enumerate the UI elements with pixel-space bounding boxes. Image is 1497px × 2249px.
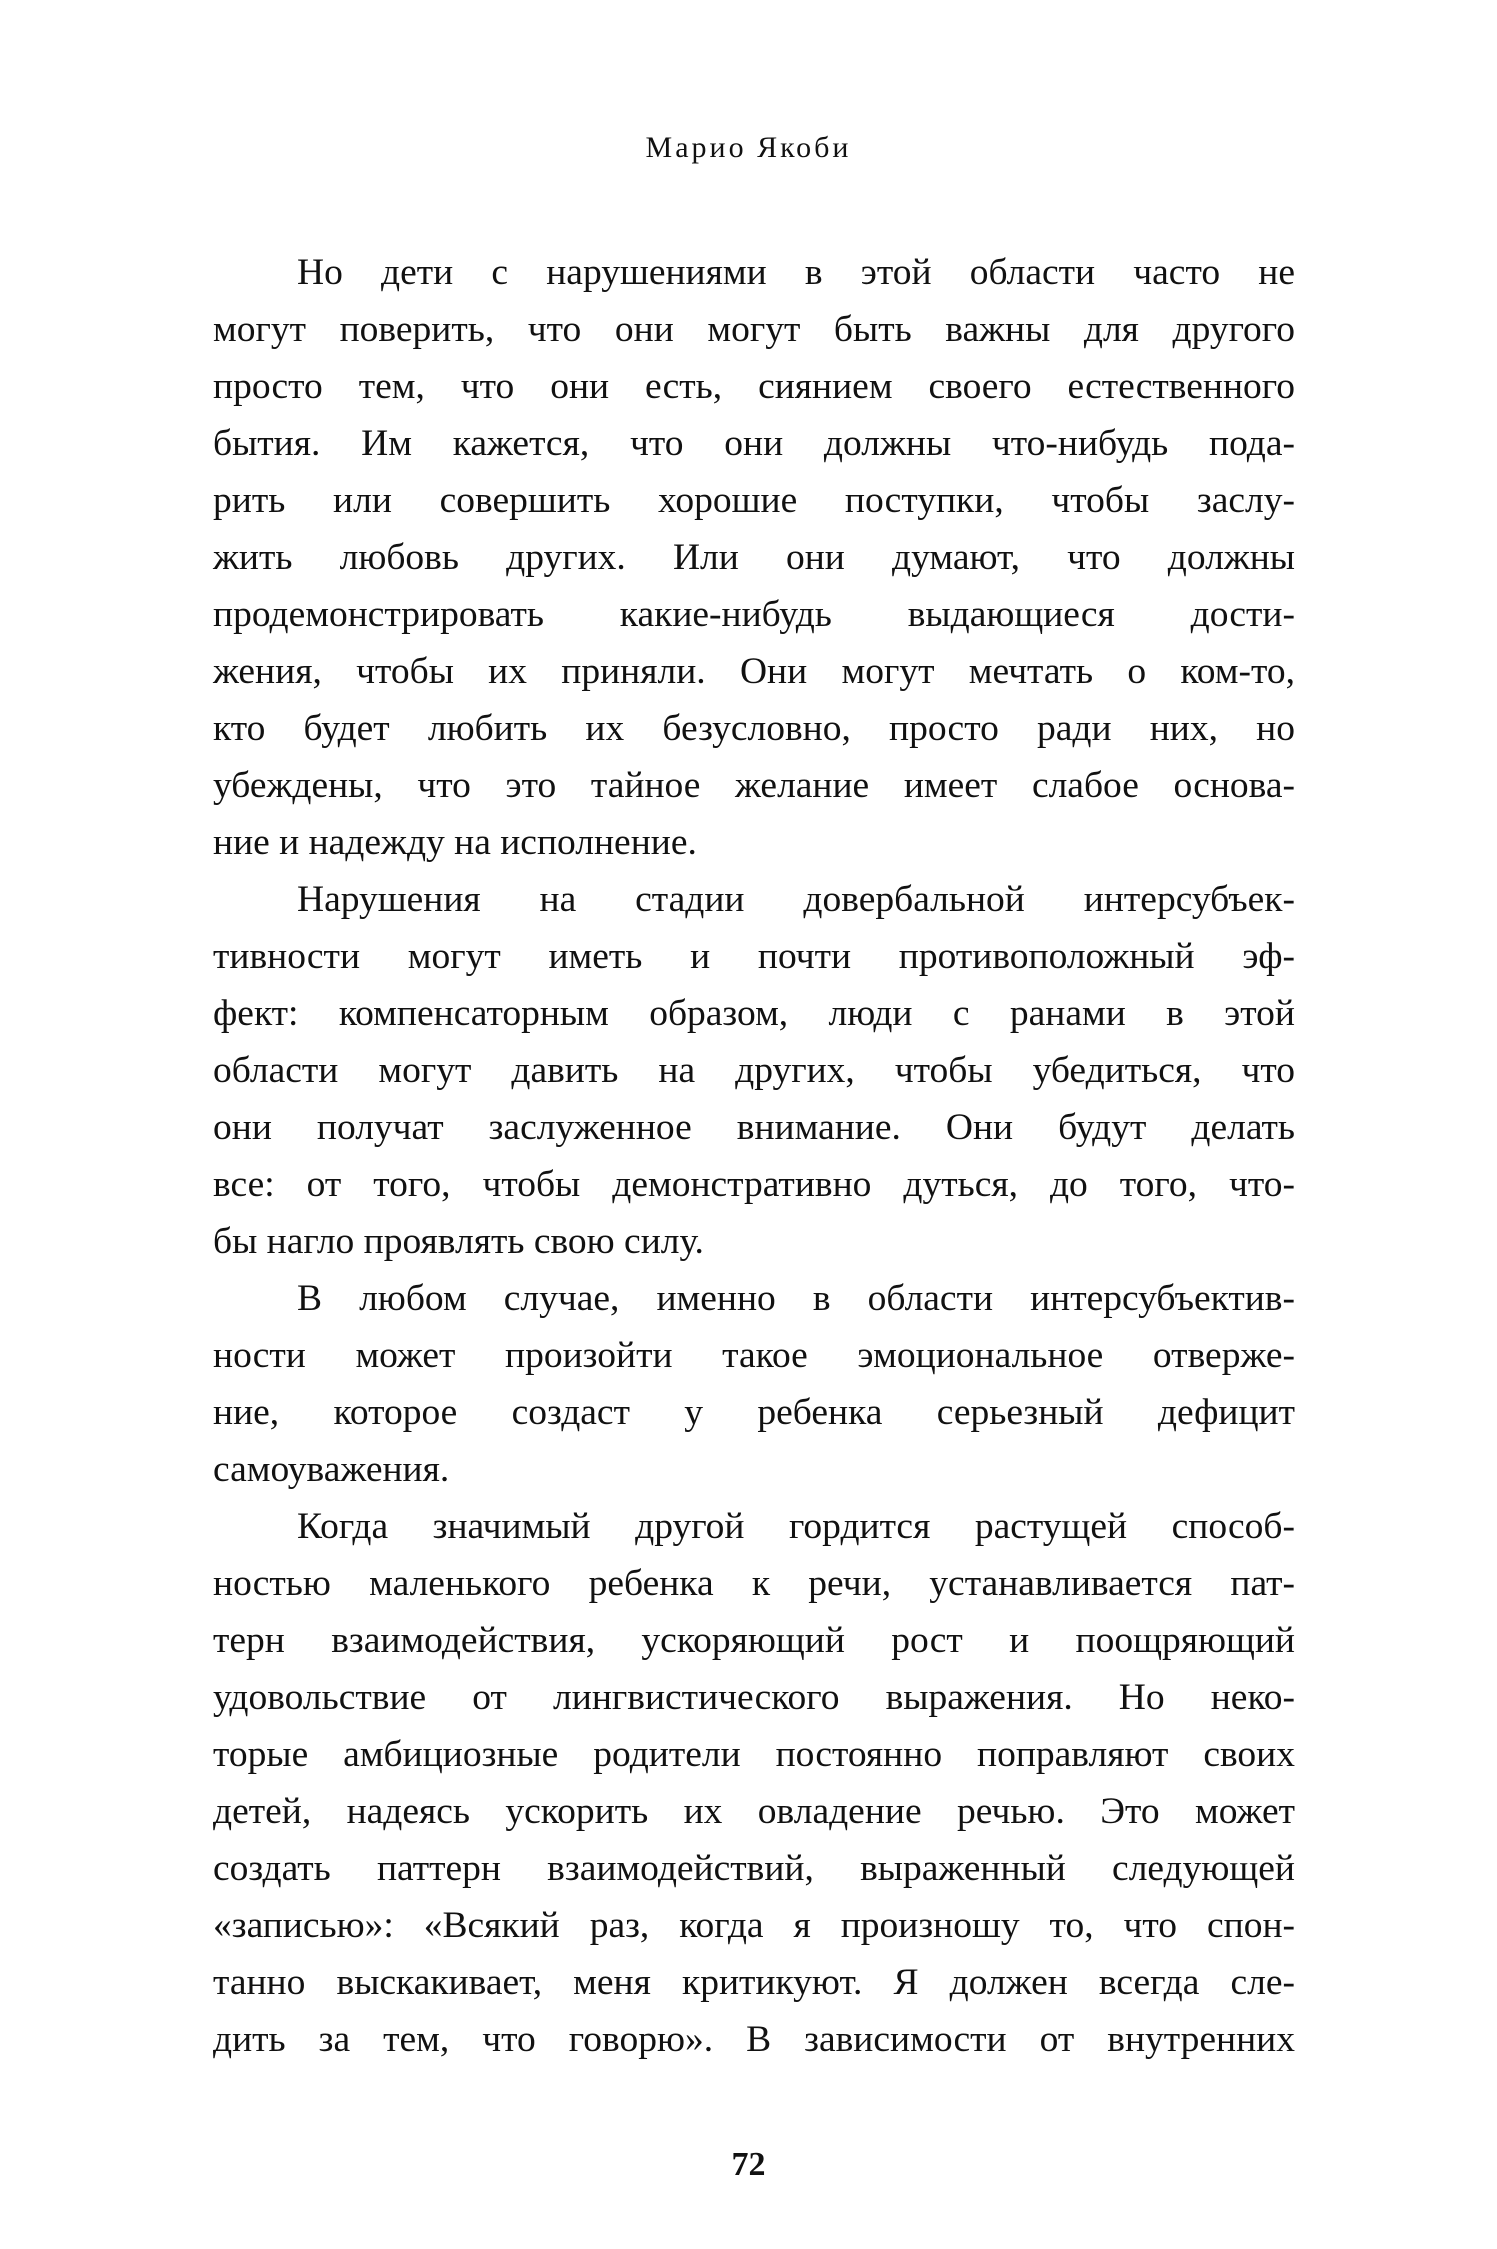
text-line: бы нагло проявлять свою силу.	[213, 1221, 704, 1262]
text-line: кто будет любить их безусловно, просто ради них, но	[213, 708, 1295, 749]
text-line: ние и надежду на исполнение.	[213, 822, 697, 863]
text-line: торые амбициозные родители постоянно поправляют своих	[213, 1734, 1295, 1775]
page-number: 72	[731, 2146, 766, 2183]
text-line: танно выскакивает, меня критикуют. Я должен всегда сле-	[213, 1962, 1295, 2003]
text-line: дить за тем, что говорю». В зависимости от внутренних	[213, 2019, 1295, 2060]
text-line: продемонстрировать какие-нибудь выдающиеся дости-	[213, 594, 1295, 635]
paragraph-3	[213, 1270, 1295, 1498]
paragraph-4	[213, 1498, 1295, 2068]
paragraph-1	[213, 244, 1295, 871]
text-line: В любом случае, именно в области интерсубъектив-	[297, 1278, 1295, 1319]
text-line: все: от того, чтобы демонстративно дуться, до того, что-	[213, 1164, 1295, 1205]
text-line: детей, надеясь ускорить их овладение речью. Это может	[213, 1791, 1295, 1832]
text-line: они получат заслуженное внимание. Они будут делать	[213, 1107, 1295, 1148]
paragraph-2	[213, 871, 1295, 1270]
text-line: бытия. Им кажется, что они должны что-нибудь пода-	[213, 423, 1295, 464]
text-line: удовольствие от лингвистического выражения. Но неко-	[213, 1677, 1295, 1718]
running-header: Марио Якоби	[645, 131, 852, 164]
text-line: Но дети с нарушениями в этой области часто не	[297, 252, 1295, 293]
text-line: Нарушения на стадии довербальной интерсубъек-	[297, 879, 1295, 920]
text-line: ности может произойти такое эмоциональное отверже-	[213, 1335, 1295, 1376]
text-line: области могут давить на других, чтобы убедиться, что	[213, 1050, 1295, 1091]
text-line: просто тем, что они есть, сиянием своего естественного	[213, 366, 1295, 407]
text-line: фект: компенсаторным образом, люди с ранами в этой	[213, 993, 1295, 1034]
text-line: терн взаимодействия, ускоряющий рост и поощряющий	[213, 1620, 1295, 1661]
text-line: тивности могут иметь и почти противоположный эф-	[213, 936, 1295, 977]
text-line: убеждены, что это тайное желание имеет слабое основа-	[213, 765, 1295, 806]
body-text	[213, 244, 1295, 2068]
text-line: ние, которое создаст у ребенка серьезный дефицит	[213, 1392, 1295, 1433]
text-line: могут поверить, что они могут быть важны для другого	[213, 309, 1295, 350]
text-line: жения, чтобы их приняли. Они могут мечтать о ком-то,	[213, 651, 1295, 692]
text-line: Когда значимый другой гордится растущей способ-	[297, 1506, 1295, 1547]
text-line: создать паттерн взаимодействий, выраженный следующей	[213, 1848, 1295, 1889]
text-line: «записью»: «Всякий раз, когда я произношу то, что спон-	[213, 1905, 1295, 1946]
text-line: ностью маленького ребенка к речи, устанавливается пат-	[213, 1563, 1295, 1604]
text-line: самоуважения.	[213, 1449, 450, 1490]
text-line: рить или совершить хорошие поступки, чтобы заслу-	[213, 480, 1295, 521]
text-line: жить любовь других. Или они думают, что должны	[213, 537, 1295, 578]
